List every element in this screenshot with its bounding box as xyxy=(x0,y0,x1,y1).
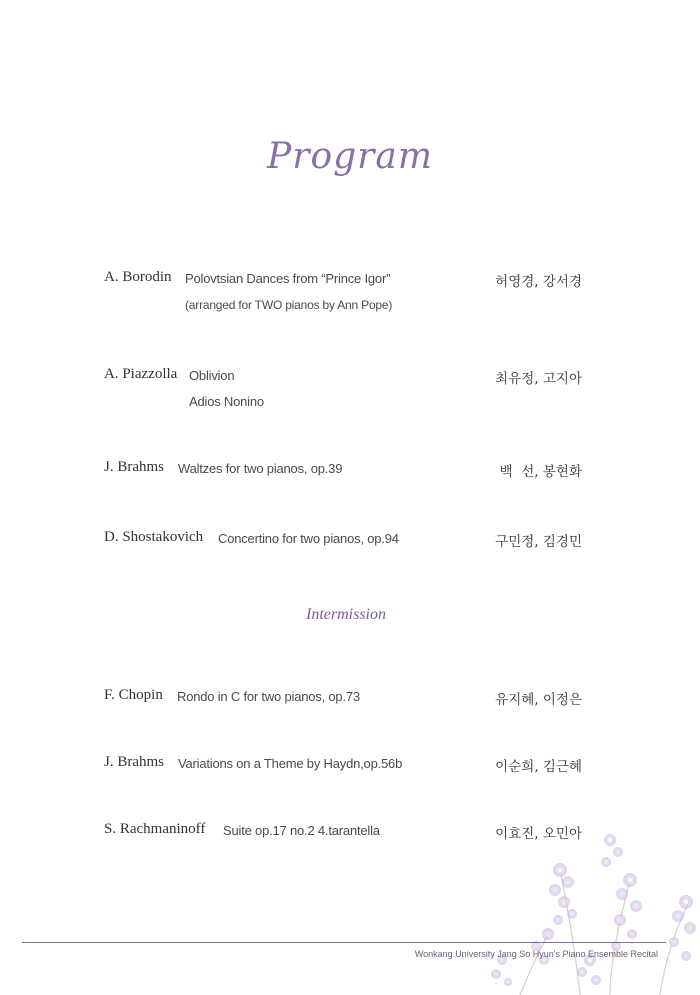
composer-brahms-2: J. Brahms xyxy=(104,754,164,770)
composer-borodin: A. Borodin xyxy=(104,269,172,285)
footer-divider xyxy=(22,942,666,943)
work-shostakovich: Concertino for two pianos, op.94 xyxy=(218,531,399,546)
composer-chopin: F. Chopin xyxy=(104,687,163,703)
work-rachmaninoff: Suite op.17 no.2 4.tarantella xyxy=(223,823,380,838)
composer-rachmaninoff: S. Rachmaninoff xyxy=(104,821,206,837)
work-brahms-1: Waltzes for two pianos, op.39 xyxy=(178,461,343,476)
intermission-label: Intermission xyxy=(306,606,386,623)
work-piazzolla-2: Adios Nonino xyxy=(189,394,264,409)
work-piazzolla-1: Oblivion xyxy=(189,368,235,383)
composer-piazzolla: A. Piazzolla xyxy=(104,366,178,382)
performers-rachmaninoff: 이효진, 오민아 xyxy=(495,826,582,842)
lavender-flowers-icon xyxy=(460,810,700,995)
work-borodin: Polovtsian Dances from “Prince Igor” xyxy=(185,271,391,286)
footer-caption: Wonkang University Jang So Hyun's Piano Ensemble Recital xyxy=(414,949,658,959)
composer-brahms-1: J. Brahms xyxy=(104,459,164,475)
work-chopin: Rondo in C for two pianos, op.73 xyxy=(177,689,360,704)
performers-chopin: 유지혜, 이정은 xyxy=(495,692,582,708)
composer-shostakovich: D. Shostakovich xyxy=(104,529,204,545)
performers-brahms-2: 이순희, 김근혜 xyxy=(495,759,582,775)
performers-brahms-1: 백 선, 봉현화 xyxy=(499,464,582,480)
performers-piazzolla: 최유정, 고지아 xyxy=(495,371,582,387)
performers-shostakovich: 구민정, 김경민 xyxy=(495,534,582,550)
work-borodin-note: (arranged for TWO pianos by Ann Pope) xyxy=(185,298,393,312)
work-brahms-2: Variations on a Theme by Haydn,op.56b xyxy=(178,756,403,771)
page-title: Program xyxy=(267,136,433,177)
performers-borodin: 허영경, 강서경 xyxy=(495,274,582,290)
